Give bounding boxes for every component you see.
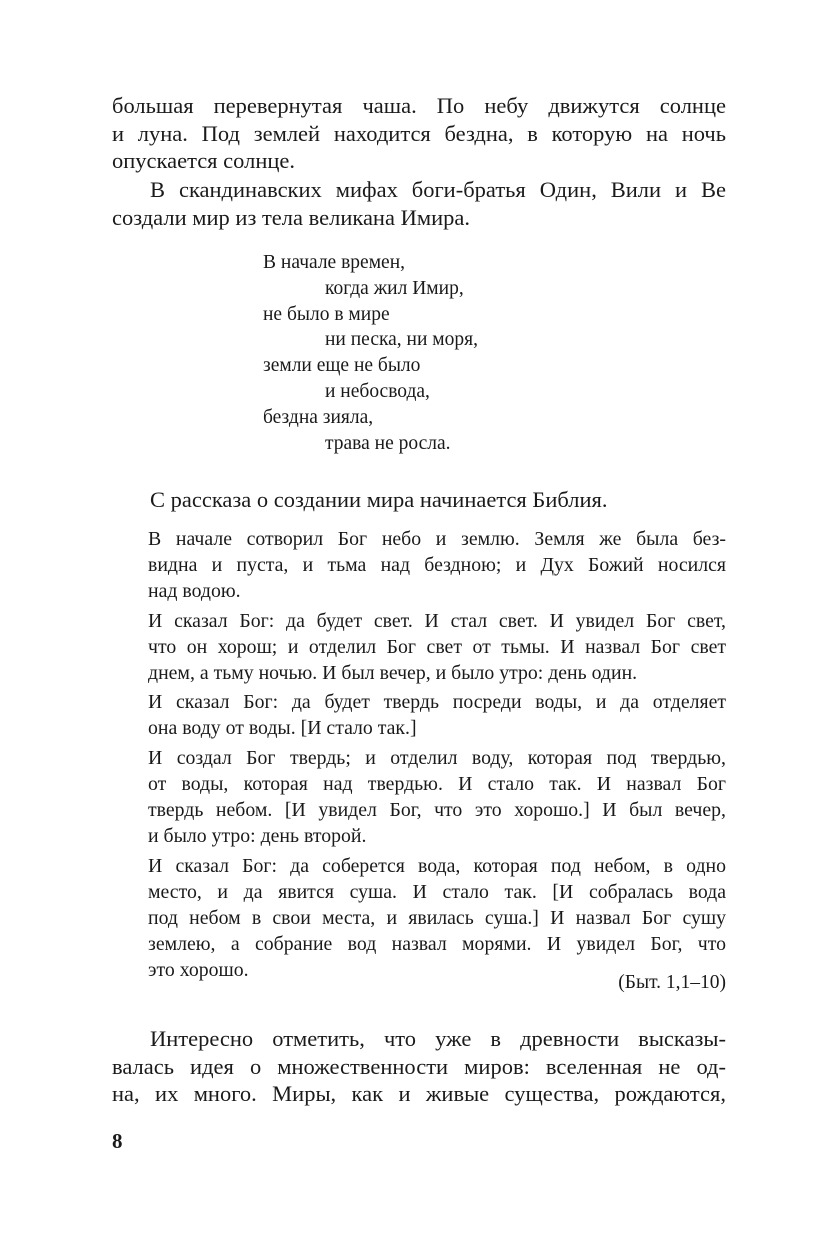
bible-line: днем, а тьму ночью. И был вечер, и было утро: день один. (148, 661, 638, 684)
closing-line: на, их много. Миры, как и живые существа, рождаются, (112, 1081, 726, 1107)
bible-quotation (148, 527, 726, 987)
bible-line: что он хорош; и отделил Бог свет от тьмы. И назвал Бог свет (148, 635, 726, 658)
closing-line: Интересно отметить, что уже в древности высказы- (150, 1026, 726, 1051)
bible-line: над водою. (148, 579, 241, 602)
bible-line: твердь небом. [И увидел Бог, что это хорошо.] И был вечер, (148, 799, 726, 822)
poem-line: и небосвода, (325, 380, 430, 402)
intro-paragraph (112, 92, 726, 175)
bible-paragraph (148, 746, 726, 850)
bible-line: под небом в свои места, и явилась суша.] И назвал Бог сушу (148, 906, 726, 929)
bible-paragraph (148, 609, 726, 687)
closing-paragraph (112, 1025, 726, 1108)
bible-intro-line: С рассказа о создании мира начинается Библия. (150, 487, 608, 512)
poem-line: когда жил Имир, (325, 277, 464, 299)
intro-line: опускается солнце. (112, 148, 296, 174)
bible-line: землею, а собрание вод назвал морями. И увидел Бог, что (148, 932, 726, 955)
bible-line: И сказал Бог: да соберется вода, которая под небом, в одно (148, 854, 726, 877)
bible-line: место, и да явится суша. И стало так. [И собралась вода (148, 880, 726, 903)
bible-intro-paragraph (112, 486, 726, 514)
poem-line: земли еще не было (263, 355, 421, 377)
poem-line: бездна зияла, (263, 406, 374, 428)
scandinavian-line: В скандинавских мифах боги-братья Один, Вили и Ве (150, 177, 726, 202)
intro-line: и луна. Под землей находится бездна, в которую на ночь (112, 120, 726, 146)
bible-line: И создал Бог твердь; и отделил воду, которая под твердью, (148, 747, 726, 770)
bible-citation: (Быт. 1,1–10) (618, 972, 726, 993)
poem-line: В начале времен, (263, 252, 406, 273)
closing-line: валась идея о множественности миров: вселенная не од- (112, 1053, 726, 1079)
bible-line: от воды, которая над твердью. И стало так. И назвал Бог (148, 773, 726, 796)
bible-line: она воду от воды. [И стало так.] (148, 717, 417, 740)
scandinavian-paragraph (112, 176, 726, 231)
intro-line: большая перевернутая чаша. По небу движутся солнце (112, 93, 726, 118)
poem-line: трава не росла. (325, 432, 451, 454)
poem-line: не было в мире (263, 303, 390, 325)
bible-paragraph (148, 854, 726, 984)
poem-line: ни песка, ни моря, (325, 329, 478, 351)
poem-block (263, 250, 478, 456)
bible-line: и было утро: день второй. (148, 824, 367, 847)
bible-paragraph (148, 690, 726, 742)
bible-paragraph (148, 527, 726, 605)
page-number: 8 (112, 1129, 123, 1153)
bible-line: И сказал Бог: да будет свет. И стал свет. И увидел Бог свет, (148, 609, 726, 632)
bible-line: В начале сотворил Бог небо и землю. Земля же была без- (148, 528, 726, 550)
bible-line: это хорошо. (148, 958, 249, 981)
scandinavian-line: создали мир из тела великана Имира. (112, 204, 470, 230)
bible-line: И сказал Бог: да будет твердь посреди воды, и да отделяет (148, 691, 726, 714)
bible-line: видна и пуста, и тьма над бездною; и Дух Божий носился (148, 553, 726, 576)
